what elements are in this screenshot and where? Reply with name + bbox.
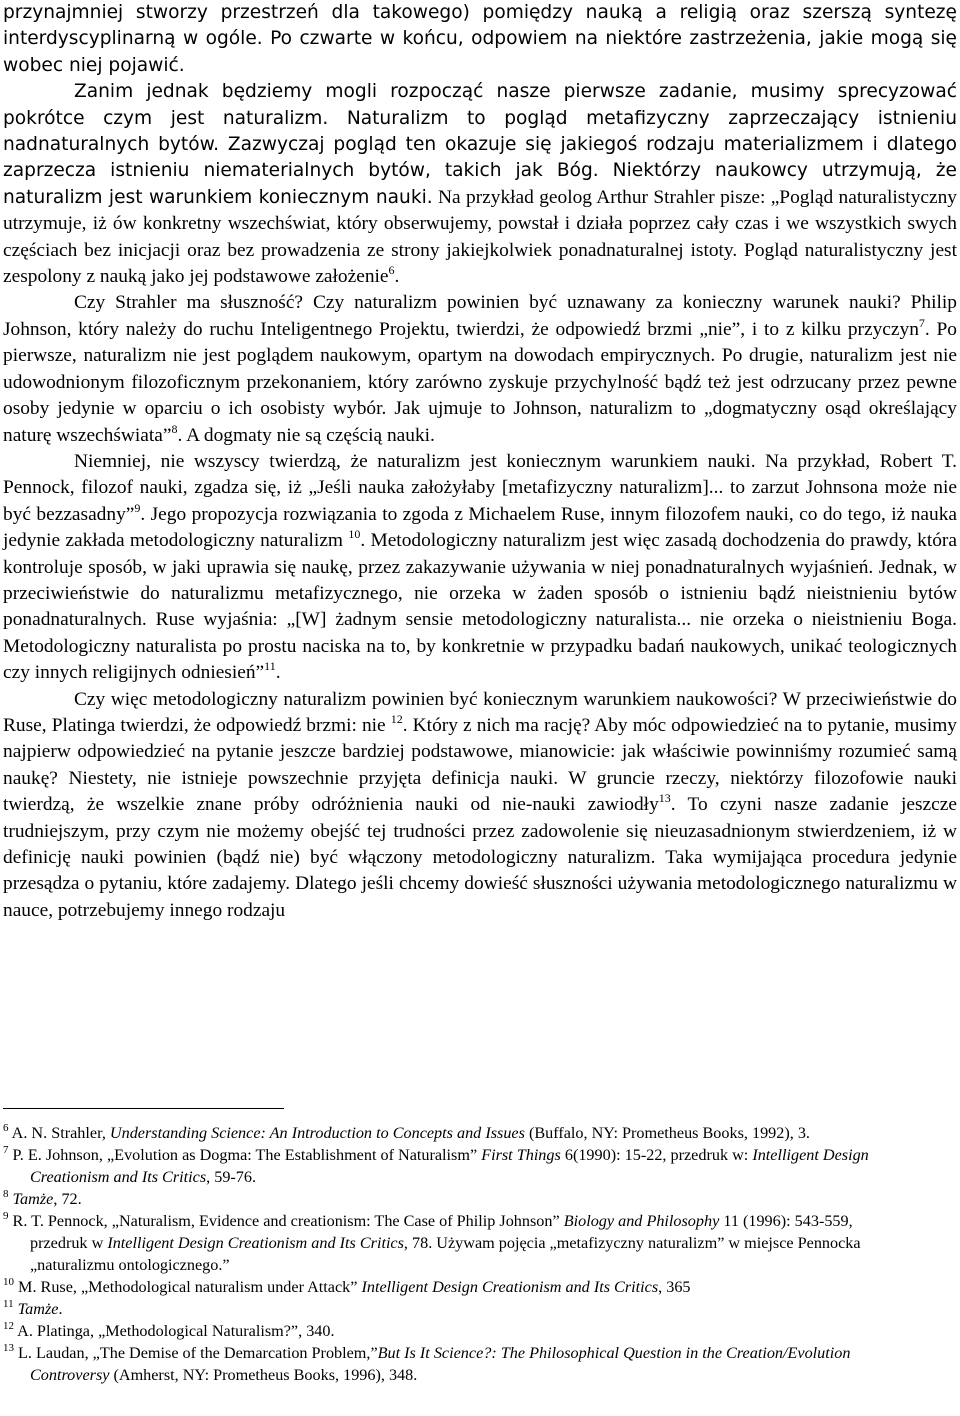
footnote [3,1188,913,1210]
main-text [3,0,957,924]
footnote-ref[interactable]: 12 [390,711,403,726]
paragraph [3,79,957,290]
paragraph [3,0,957,79]
footnote-text: . [58,1300,63,1318]
footnote-ref[interactable]: 7 [918,315,925,330]
footnote-text: M. Ruse, „Methodological naturalism under Attack” [14,1278,362,1296]
footnote-title: Intelligent Design Creationism and Its Critics [361,1278,659,1296]
footnote [3,1144,913,1188]
footnote-number: 9 [3,1210,9,1222]
footnote-divider [3,1108,284,1109]
footnote-text: , 365 [658,1278,691,1296]
footnote-text: , 72. [53,1190,82,1208]
paragraph-text: . Metodologiczny naturalizm jest więc zasadą dochodzenia do prawdy, która kontroluje sposób, w jaki uprawia się naukę, przez zakazywanie używania w niej ponadnaturalnych wyjaśnień. Jednak, w przeciwieństwie do naturalizmu metafizycznego, nie orzeka w żaden sposób o istnieniu bądź nieistnieniu bytów ponadnaturalnych. Ruse wyjaśnia: „[W] żadnym sensie metodologiczny naturalista... nie orzeka o nieistnieniu Boga. Metodologiczny naturalista po prostu naciska na to, by konkretnie w przypadku badań naukowych, unikać teologicznych czy innych religijnych odniesień” [3,530,957,684]
footnote-title: Understanding Science: An Introduction to Concepts and Issues [109,1124,525,1142]
footnote-title: Tamże [13,1300,59,1318]
footnote-text: A. N. Strahler, [8,1124,110,1142]
paragraph-text: . [394,266,400,288]
paragraph [3,290,957,448]
footnote-number: 13 [3,1342,14,1354]
footnote-number: 6 [3,1122,9,1134]
footnote-text: (Buffalo, NY: Prometheus Books, 1992), 3. [524,1124,810,1142]
footnote-text: R. T. Pennock, „Naturalism, Evidence and creationism: The Case of Philip Johnson” [8,1212,564,1230]
footnote-number: 11 [3,1298,14,1310]
paragraph [3,449,957,687]
footnote-text: L. Laudan, „The Demise of the Demarcation Problem,” [14,1344,378,1362]
footnote-text: 6(1990): 15-22, przedruk w: [560,1146,753,1164]
paragraph-text: Czy więc metodologiczny naturalizm powinien być koniecznym warunkiem naukowości? W przeciwieństwie do Ruse, Platinga twierdzi, że odpowiedź brzmi: nie [3,688,957,736]
footnote-title: Intelligent Design Creationism and Its Critics [107,1234,404,1252]
footnote-number: 7 [3,1144,9,1156]
paragraph-text: . A dogmaty nie są częścią nauki. [177,424,435,446]
footnote [3,1298,913,1320]
footnote-ref[interactable]: 11 [264,659,276,674]
paragraph-text: Czy Strahler ma słuszność? Czy naturalizm powinien być uznawany za konieczny warunek nauki? Philip Johnson, który należy do ruchu Inteligentnego Projektu, twierdzi, że odpowiedź brzmi „nie”, i to z kilku przyczyn [3,292,957,340]
paragraph-text: . [275,662,281,684]
paragraph-text: Niemniej, nie wszyscy twierdzą, że naturalizm jest koniecznym warunkiem nauki. Na przykład, Robert T. Pennock, filozof nauki, zgadza się, iż „Jeśli nauka założyłaby [metafizyczny naturalizm]... to zarzut Johnsona może nie być bezzasadny” [3,450,957,525]
footnote [3,1276,913,1298]
footnote [3,1342,913,1386]
footnote-text: P. E. Johnson, „Evolution as Dogma: The Establishment of Naturalism” [8,1146,482,1164]
paragraph-text: . Który z nich ma rację? Aby móc odpowiedzieć na to pytanie, musimy najpierw odpowiedzieć na pytanie jeszcze bardziej podstawowe, mianowicie: jak właściwie powinniśmy rozumieć samą naukę? Niestety, nie istnieje powszechnie przyjęta definicja nauki. W gruncie rzeczy, niektórzy filozofowie nauki twierdzą, że wszelkie znane próby odróżnienia nauki od nie-nauki zawiodły [3,714,957,816]
paragraph-text: przynajmniej stworzy przestrzeń dla takowego) pomiędzy nauką a religią oraz szerszą syntezę interdyscyplinarną w ogóle. Po czwarte w końcu, odpowiem na niektóre zastrzeżenia, jakie mogą się wobec niej pojawić. [3,2,957,76]
footnote-title: Biology and Philosophy [563,1212,720,1230]
footnote-ref[interactable]: 6 [388,263,395,278]
footnote-text: , 78. Używam pojęcia „metafizyczny naturalizm” w miejsce Pennocka „naturalizmu ontologicznego.” [30,1234,861,1274]
paragraph-text: . Jego propozycja rozwiązania to zgoda z Michaelem Ruse, innym filozofem nauki, co do tego, iż nauka jedynie zakłada metodologiczny naturalizm [3,503,957,552]
footnotes [3,1122,913,1386]
footnote-title: Intelligent Design Creationism and Its Critics [30,1146,869,1186]
footnote-title: Tamże [8,1190,54,1208]
footnote [3,1210,913,1276]
footnote [3,1122,913,1144]
paragraph-text: Na przykład geolog Arthur Strahler pisze: „Pogląd naturalistyczny utrzymuje, iż ów konkretny wszechświat, który obserwujemy, powstał i działa poprzez cały czas i we wszystkich swych częściach bez inicjacji oraz bez prowadzenia ze strony jakiejkolwiek ponadnaturalnej istoty. Pogląd naturalistyczny jest zespolony z nauką jako jej podstawowe założenie [3,186,957,288]
paragraph-text: . Po pierwsze, naturalizm nie jest poglądem naukowym, opartym na dowodach empirycznych. Po drugie, naturalizm jest nie udowodnionym filozoficznym przekonaniem, który zarówno zyskuje przychylność bądź też jest odrzucany przez pewne osoby jedynie w oparciu o ich osobisty wybór. Jak ujmuje to Johnson, naturalizm to „dogmatyczny osąd określający naturę wszechświata” [3,318,957,446]
footnote-number: 8 [3,1188,9,1200]
paragraph-text: . To czyni nasze zadanie jeszcze trudniejszym, przy czym nie możemy obejść tej trudności przez zadowolenie się nieuzasadnionym stwierdzeniem, iż w definicję nauki powinien (bądź nie) być włączony metodologiczny naturalizm. Taka wymijająca procedura jedynie przesądza o pytaniu, które zadajemy. Dlatego jeśli chcemy dowieść słuszności używania metodologicznego naturalizmu w nauce, potrzebujemy innego rodzaju [3,794,957,921]
footnote-number: 10 [3,1276,14,1288]
footnote-text: 11 (1996): 543-559, przedruk w [30,1212,853,1252]
paragraph [3,687,957,925]
paragraph-text: Zanim jednak będziemy mogli rozpocząć nasze pierwsze zadanie, musimy sprecyzować pokrótce czym jest naturalizm. Naturalizm to pogląd metafizyczny zaprzeczający istnieniu nadnaturalnych bytów. Zazwyczaj pogląd ten okazuje się jakiegoś rodzaju materializmem i dlatego zaprzecza istnieniu niematerialnych bytów, takich jak Bóg. Niektórzy naukowcy utrzymują, że naturalizm jest warunkiem koniecznym nauki. [3,81,957,208]
footnote [3,1320,913,1342]
footnote-ref[interactable]: 8 [171,421,178,436]
footnote-text: A. Platinga, „Methodological Naturalism?”, 340. [14,1322,335,1340]
footnote-title: But Is It Science?: The Philosophical Question in the Creation/Evolution Controversy [30,1344,851,1384]
footnote-number: 12 [3,1320,14,1332]
footnote-text: , 59-76. [206,1168,257,1186]
footnote-text: (Amherst, NY: Prometheus Books, 1996), 348. [109,1366,418,1384]
footnote-ref[interactable]: 10 [348,527,361,542]
footnote-ref[interactable]: 13 [658,791,671,806]
footnote-ref[interactable]: 9 [134,500,141,515]
footnote-title: First Things [481,1146,561,1164]
